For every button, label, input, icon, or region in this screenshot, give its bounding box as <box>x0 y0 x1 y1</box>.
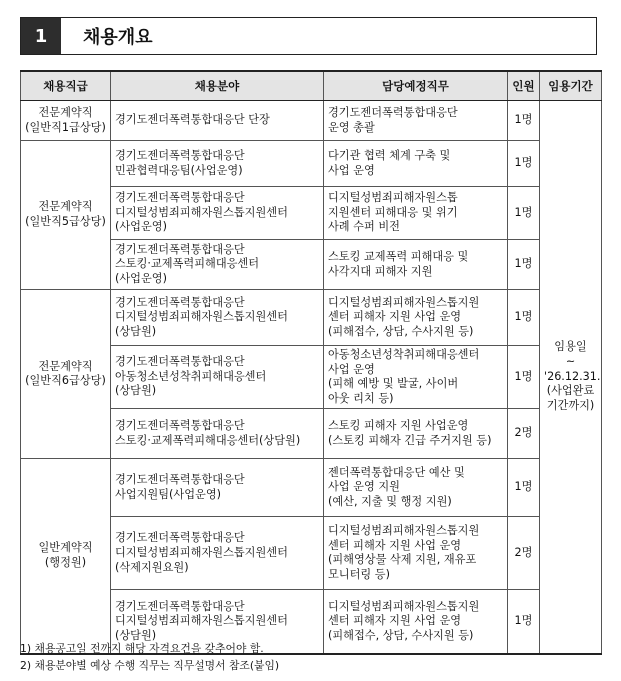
grade-cell <box>21 290 111 459</box>
field-cell <box>111 141 324 187</box>
duty-line: 지원센터 피해대응 및 위기 <box>328 205 458 219</box>
footnotes <box>20 640 279 674</box>
period-cell <box>540 101 602 654</box>
grade-line: (일반직1급상당) <box>25 120 106 134</box>
duty-line: 사업 운영 지원 <box>328 480 400 494</box>
count-cell: 1명 <box>508 187 540 240</box>
field-line: 경기도젠더폭력통합대응단 <box>115 355 245 369</box>
table-row <box>21 101 602 141</box>
header-field: 채용분야 <box>111 71 324 101</box>
period-line: 기간까지) <box>546 398 595 412</box>
duty-line: 아동청소년성착취피해대응센터 <box>328 348 480 361</box>
duty-cell <box>324 187 508 240</box>
section-title-box <box>20 17 597 55</box>
period-line: (사업완료 <box>546 384 595 398</box>
duty-cell <box>324 240 508 290</box>
field-line: 경기도젠더폭력통합대응단 단장 <box>115 113 270 127</box>
field-cell <box>111 517 324 590</box>
field-cell <box>111 459 324 517</box>
field-line: 경기도젠더폭력통합대응단 <box>115 191 245 205</box>
field-line: 경기도젠더폭력통합대응단 <box>115 295 245 309</box>
field-line: 디지털성범죄피해자원스톱지원센터 <box>115 310 288 324</box>
field-cell <box>111 240 324 290</box>
duty-line: 다기관 협력 체계 구축 및 <box>328 148 451 162</box>
count-cell: 1명 <box>508 240 540 290</box>
count-cell: 2명 <box>508 409 540 459</box>
field-cell <box>111 409 324 459</box>
header-grade: 채용직급 <box>21 71 111 101</box>
field-cell <box>111 187 324 240</box>
field-line: 스토킹·교제폭력피해대응센터 <box>115 257 260 271</box>
field-line: 경기도젠더폭력통합대응단 <box>115 599 245 613</box>
duty-cell <box>324 590 508 654</box>
grade-line: 전문계약직 <box>38 200 93 214</box>
footnote-2: 2) 채용분야별 예상 수행 직무는 직무설명서 참조(붙임) <box>20 659 280 672</box>
field-line: 경기도젠더폭력통합대응단 <box>115 242 245 256</box>
footnote-1: 1) 채용공고일 전까지 해당 자격요건을 갖추어야 함. <box>20 642 264 655</box>
duty-line: (피해접수, 상담, 수사지원 등) <box>328 628 474 642</box>
count-cell: 1명 <box>508 590 540 654</box>
duty-line: 스토킹 교제폭력 피해대응 및 <box>328 249 469 263</box>
duty-cell <box>324 459 508 517</box>
grade-line: 전문계약직 <box>38 105 93 119</box>
field-line: 디지털성범죄피해자원스톱지원센터 <box>115 545 288 559</box>
duty-line: (피해접수, 상담, 수사지원 등) <box>328 324 474 338</box>
field-cell <box>111 290 324 346</box>
recruitment-table <box>20 70 602 655</box>
grade-cell <box>21 141 111 290</box>
field-cell <box>111 101 324 141</box>
field-line: (상담원) <box>115 628 157 642</box>
count-cell: 1명 <box>508 101 540 141</box>
period-line: 임용일 <box>554 340 587 354</box>
duty-line: 센터 피해자 지원 사업 운영 <box>328 614 462 628</box>
section-title: 채용개요 <box>83 27 153 48</box>
period-line: '26.12.31. <box>544 369 601 383</box>
duty-line: (예산, 지출 및 행정 지원) <box>328 495 452 509</box>
duty-line: (피해영상물 삭제 지원, 재유포 <box>328 553 477 567</box>
field-line: 민관협력대응팀(사업운영) <box>115 163 243 177</box>
count-cell: 1명 <box>508 346 540 409</box>
duty-cell <box>324 409 508 459</box>
field-line: (사업운영) <box>115 271 167 285</box>
duty-line: 사례 수퍼 비전 <box>328 220 400 234</box>
duty-line: 디지털성범죄피해자원스톱지원 <box>328 524 480 538</box>
grade-line: 일반계약직 <box>38 541 93 555</box>
field-line: (사업운영) <box>115 220 167 234</box>
section-number: 1 <box>21 18 61 54</box>
table-row <box>21 141 602 187</box>
field-line: 아동청소년성착취피해대응센터 <box>115 369 267 383</box>
field-line: 경기도젠더폭력통합대응단 <box>115 419 245 433</box>
grade-line: (일반직6급상당) <box>25 374 106 388</box>
grade-line: (일반직5급상당) <box>25 215 106 228</box>
duty-line: 센터 피해자 지원 사업 운영 <box>328 538 462 552</box>
duty-line: 디지털성범죄피해자원스톱지원 <box>328 599 480 613</box>
duty-line: 모니터링 등) <box>328 567 390 581</box>
field-line: (삭제지원요원) <box>115 560 189 574</box>
header-duty: 담당예정직무 <box>324 71 508 101</box>
duty-line: 젠더폭력통합대응단 예산 및 <box>328 465 465 479</box>
duty-line: (스토킹 피해자 긴급 주거지원 등) <box>328 433 492 447</box>
field-line: (상담원) <box>115 384 157 398</box>
field-line: 디지털성범죄피해자원스톱지원센터 <box>115 614 288 628</box>
field-line: 스토킹·교제폭력피해대응센터(상담원) <box>115 433 301 447</box>
grade-cell <box>21 101 111 141</box>
table-row <box>21 459 602 517</box>
grade-cell <box>21 459 111 654</box>
table-header-row <box>21 71 602 101</box>
duty-cell <box>324 290 508 346</box>
field-line: 경기도젠더폭력통합대응단 <box>115 531 245 545</box>
duty-cell <box>324 517 508 590</box>
count-cell: 2명 <box>508 517 540 590</box>
duty-line: 아웃 리치 등) <box>328 391 394 405</box>
duty-line: 디지털성범죄피해자원스톱 <box>328 191 458 205</box>
field-line: 사업지원팀(사업운영) <box>115 487 221 501</box>
duty-cell <box>324 346 508 409</box>
period-line: ~ <box>565 355 576 369</box>
field-line: 경기도젠더폭력통합대응단 <box>115 473 245 487</box>
header-count: 인원 <box>508 71 540 101</box>
header-period: 임용기간 <box>540 71 602 101</box>
duty-cell <box>324 141 508 187</box>
field-line: (상담원) <box>115 324 157 338</box>
count-cell: 1명 <box>508 141 540 187</box>
table-row <box>21 290 602 346</box>
grade-line: 전문계약직 <box>38 359 93 373</box>
count-cell: 1명 <box>508 459 540 517</box>
field-cell <box>111 346 324 409</box>
duty-line: 센터 피해자 지원 사업 운영 <box>328 310 462 324</box>
duty-line: 디지털성범죄피해자원스톱지원 <box>328 295 480 309</box>
field-line: 경기도젠더폭력통합대응단 <box>115 148 245 162</box>
duty-line: 경기도젠더폭력통합대응단 <box>328 105 458 119</box>
duty-cell <box>324 101 508 141</box>
duty-line: 스토킹 피해자 지원 사업운영 <box>328 419 469 433</box>
duty-line: 사업 운영 <box>328 362 375 376</box>
field-line: 디지털성범죄피해자원스톱지원센터 <box>115 205 288 219</box>
count-cell: 1명 <box>508 290 540 346</box>
duty-line: 운영 총괄 <box>328 120 375 134</box>
duty-line: (피해 예방 및 발굴, 사이버 <box>328 377 459 391</box>
duty-line: 사각지대 피해자 지원 <box>328 264 433 278</box>
duty-line: 사업 운영 <box>328 163 375 177</box>
grade-line: (행정원) <box>44 556 87 569</box>
